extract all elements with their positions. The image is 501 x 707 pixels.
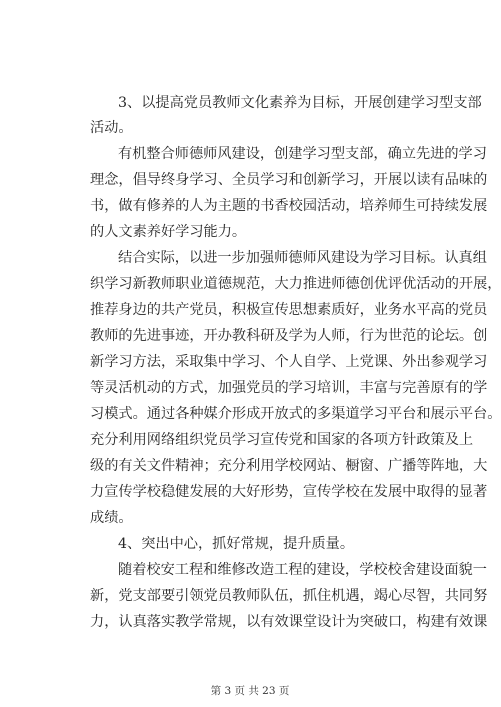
paragraph-line: 教师的先进事迹，开办教科研及学为人师，行为世范的论坛。创 (90, 328, 488, 344)
paragraph-line: 新，党支部要引领党员教师队伍，抓住机遇，竭心尽智，共同努 (90, 588, 488, 604)
paragraph-line: 推荐身边的共产党员，积极宣传思想素质好，业务水平高的党员 (90, 302, 488, 318)
paragraph-line: 级的有关文件精神；充分利用学校网站、橱窗、广播等阵地，大 (90, 458, 488, 474)
paragraph-line: 结合实际，以进一步加强师德师风建设为学习目标。认真组 (118, 250, 487, 266)
paragraph-line: 新学习方法，采取集中学习、个人自学、上党课、外出参观学习 (90, 354, 488, 370)
paragraph-line: 活动。 (90, 120, 133, 136)
paragraph-line: 成绩。 (90, 510, 133, 526)
paragraph-line: 的人文素养好学习能力。 (90, 224, 247, 240)
paragraph-line: 充分利用网络组织党员学习宣传党和国家的各项方针政策及上 (90, 432, 474, 448)
paragraph-line: 习模式。通过各种媒介形成开放式的多渠道学习平台和展示平台。 (90, 406, 501, 422)
paragraph-line: 3、以提高党员教师文化素养为目标，开展创建学习型支部 (118, 95, 482, 111)
paragraph-line: 等灵活机动的方式，加强党员的学习培训，丰富与完善原有的学 (90, 380, 488, 396)
paragraph-line: 力宣传学校稳健发展的大好形势，宣传学校在发展中取得的显著 (90, 484, 488, 500)
page-footer: 第 3 页 共 23 页 (210, 685, 290, 697)
paragraph-line: 有机整合师德师风建设，创建学习型支部，确立先进的学习 (118, 146, 487, 162)
paragraph-line: 织学习新教师职业道德规范，大力推进师德创优评优活动的开展， (90, 276, 501, 292)
paragraph-line: 随着校安工程和维修改造工程的建设，学校校舍建设面貌一 (118, 562, 487, 578)
paragraph-line: 力，认真落实教学常规，以有效课堂设计为突破口，构建有效课 (90, 614, 488, 630)
paragraph-line: 书，做有修养的人为主题的书香校园活动，培养师生可持续发展 (90, 198, 488, 214)
section-heading: 4、突出中心，抓好常规，提升质量。 (118, 536, 355, 552)
paragraph-line: 理念，倡导终身学习、全员学习和创新学习，开展以读有品味的 (90, 172, 488, 188)
